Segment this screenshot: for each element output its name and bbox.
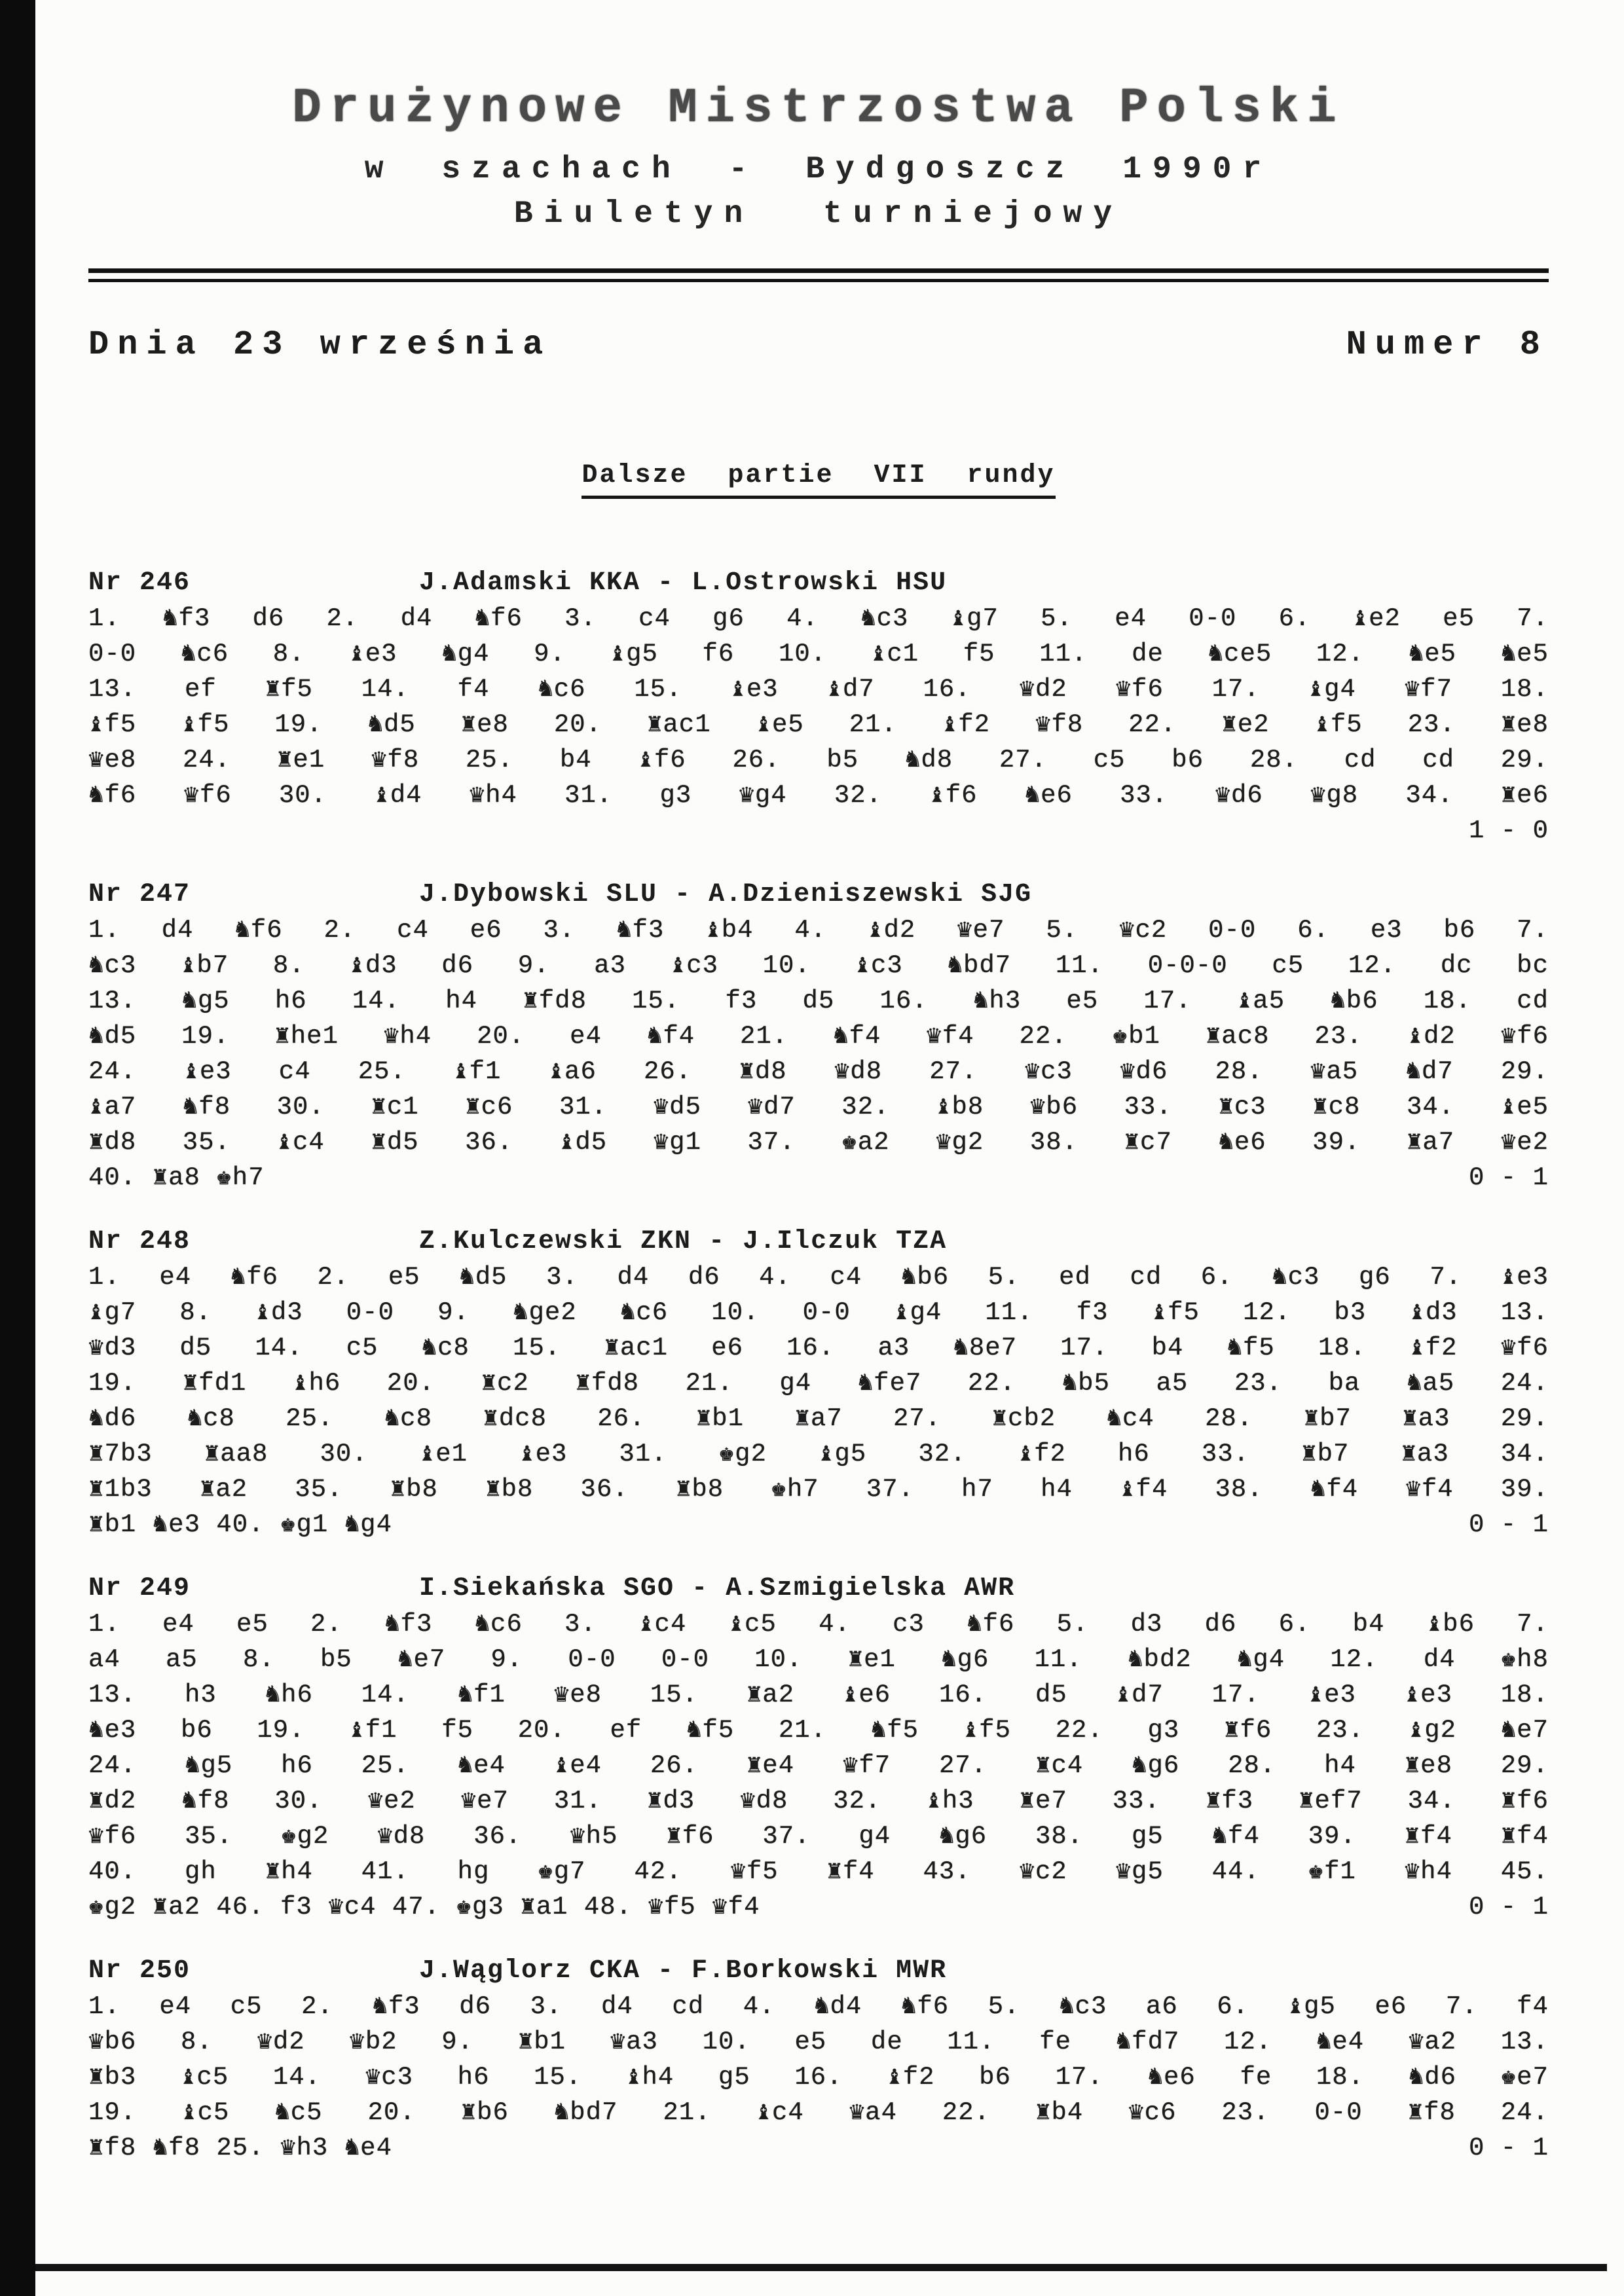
game-249: [88, 1571, 1549, 1925]
game-players: J.Dybowski SLU - A.Dzieniszewski SJG: [419, 879, 1033, 909]
page-content: [88, 0, 1549, 2166]
game-248: [88, 1224, 1549, 1542]
final-moves: 40. ♜a8 ♚h7: [88, 1163, 265, 1192]
game-header: [88, 566, 1549, 601]
moves-line: 13. ef ♜f5 14. f4 ♞c6 15. ♝e3 ♝d7 16. ♛d2 ♛f6 17. ♝g4 ♛f7 18.: [88, 674, 1549, 704]
game-result: 0 - 1: [1468, 1892, 1549, 1922]
game-number: Nr 250: [88, 1956, 191, 1986]
final-moves: ♜f8 ♞f8 25. ♛h3 ♞e4: [88, 2133, 392, 2162]
moves-line: ♞f6 ♛f6 30. ♝d4 ♛h4 31. g3 ♛g4 32. ♝f6 ♞e6 33. ♛d6 ♛g8 34. ♜e6: [88, 780, 1549, 810]
game-result: 0 - 1: [1468, 1510, 1549, 1539]
games-list: [88, 566, 1549, 2166]
moves-line: 19. ♜fd1 ♝h6 20. ♜c2 ♜fd8 21. g4 ♞fe7 22. ♞b5 a5 23. ba ♞a5 24.: [88, 1368, 1549, 1398]
final-line: [88, 2130, 1549, 2166]
game-number: Nr 249: [88, 1573, 191, 1603]
game-number: Nr 246: [88, 568, 191, 598]
bulletin-subtitle-type: Biuletyn turniejowy: [513, 196, 1124, 232]
game-result: 0 - 1: [1468, 1163, 1549, 1192]
moves-line: ♞c3 ♝b7 8. ♝d3 d6 9. a3 ♝c3 10. ♝c3 ♞bd7 11. 0-0-0 c5 12. dc bc: [88, 951, 1549, 980]
moves-line: 24. ♝e3 c4 25. ♝f1 ♝a6 26. ♜d8 ♛d8 27. ♛c3 ♛d6 28. ♛a5 ♞d7 29.: [88, 1057, 1549, 1086]
moves-line: ♜b3 ♝c5 14. ♛c3 h6 15. ♝h4 g5 16. ♝f2 b6 17. ♞e6 fe 18. ♞d6 ♚e7: [88, 2062, 1549, 2092]
moves-line: ♛d3 d5 14. c5 ♞c8 15. ♜ac1 e6 16. a3 ♞8e7 17. b4 ♞f5 18. ♝f2 ♛f6: [88, 1333, 1549, 1362]
game-number: Nr 247: [88, 879, 191, 909]
game-header: [88, 1224, 1549, 1260]
moves-line: ♜7b3 ♜aa8 30. ♝e1 ♝e3 31. ♚g2 ♝g5 32. ♝f2 h6 33. ♜b7 ♜a3 34.: [88, 1439, 1549, 1468]
moves-line: 1. d4 ♞f6 2. c4 e6 3. ♞f3 ♝b4 4. ♝d2 ♛e7 5. ♛c2 0-0 6. e3 b6 7.: [88, 915, 1549, 945]
final-moves: ♜b1 ♞e3 40. ♚g1 ♞g4: [88, 1510, 392, 1539]
moves-line: 1. ♞f3 d6 2. d4 ♞f6 3. c4 g6 4. ♞c3 ♝g7 5. e4 0-0 6. ♝e2 e5 7.: [88, 604, 1549, 633]
game-players: J.Adamski KKA - L.Ostrowski HSU: [419, 568, 948, 598]
scan-left-edge-artifact: [0, 0, 35, 2296]
game-players: J.Wąglorz CKA - F.Borkowski MWR: [419, 1956, 948, 1986]
masthead: [88, 81, 1549, 232]
moves-line: ♛f6 35. ♚g2 ♛d8 36. ♛h5 ♜f6 37. g4 ♞g6 38. g5 ♞f4 39. ♜f4 ♜f4: [88, 1821, 1549, 1851]
final-moves: ♚g2 ♜a2 46. f3 ♛c4 47. ♚g3 ♜a1 48. ♛f5 ♛f4: [88, 1892, 760, 1922]
game-246: [88, 566, 1549, 848]
bulletin-subtitle-location: w szachach - Bydgoszcz 1990r: [364, 151, 1273, 187]
moves-line: ♜1b3 ♜a2 35. ♜b8 ♜b8 36. ♜b8 ♚h7 37. h7 h4 ♝f4 38. ♞f4 ♛f4 39.: [88, 1474, 1549, 1504]
moves-line: 1. e4 c5 2. ♞f3 d6 3. d4 cd 4. ♞d4 ♞f6 5. ♞c3 a6 6. ♝g5 e6 7. f4: [88, 1992, 1549, 2021]
game-players: Z.Kulczewski ZKN - J.Ilczuk TZA: [419, 1226, 948, 1256]
moves-line: 1. e4 e5 2. ♞f3 ♞c6 3. ♝c4 ♝c5 4. c3 ♞f6 5. d3 d6 6. b4 ♝b6 7.: [88, 1609, 1549, 1639]
moves-line: ♜d8 35. ♝c4 ♜d5 36. ♝d5 ♛g1 37. ♚a2 ♛g2 38. ♜c7 ♞e6 39. ♜a7 ♛e2: [88, 1127, 1549, 1157]
game-players: I.Siekańska SGO - A.Szmigielska AWR: [419, 1573, 1016, 1603]
moves-line: a4 a5 8. b5 ♞e7 9. 0-0 0-0 10. ♜e1 ♞g6 11. ♞bd2 ♞g4 12. d4 ♚h8: [88, 1645, 1549, 1674]
moves-line: ♛e8 24. ♜e1 ♛f8 25. b4 ♝f6 26. b5 ♞d8 27. c5 b6 28. cd cd 29.: [88, 745, 1549, 774]
game-header: [88, 1571, 1549, 1607]
moves-line: 0-0 ♞c6 8. ♝e3 ♞g4 9. ♝g5 f6 10. ♝c1 f5 11. de ♞ce5 12. ♞e5 ♞e5: [88, 639, 1549, 668]
rule-bar-top: [88, 268, 1549, 273]
rule-bar-bottom: [88, 279, 1549, 282]
final-line: [88, 1507, 1549, 1542]
game-header: [88, 1954, 1549, 1989]
moves-line: 1. e4 ♞f6 2. e5 ♞d5 3. d4 d6 4. c4 ♞b6 5. ed cd 6. ♞c3 g6 7. ♝e3: [88, 1262, 1549, 1292]
scan-bottom-edge-artifact: [35, 2264, 1607, 2271]
section-heading: Dalsze partie VII rundy: [581, 461, 1055, 499]
moves-line: 19. ♝c5 ♞c5 20. ♜b6 ♞bd7 21. ♝c4 ♛a4 22. ♜b4 ♛c6 23. 0-0 ♜f8 24.: [88, 2098, 1549, 2127]
moves-line: ♜d2 ♞f8 30. ♛e2 ♛e7 31. ♜d3 ♛d8 32. ♝h3 ♜e7 33. ♜f3 ♜ef7 34. ♜f6: [88, 1786, 1549, 1815]
moves-line: ♝a7 ♞f8 30. ♜c1 ♜c6 31. ♛d5 ♛d7 32. ♝b8 ♛b6 33. ♜c3 ♜c8 34. ♝e5: [88, 1092, 1549, 1121]
game-number: Nr 248: [88, 1226, 191, 1256]
moves-line: 40. gh ♜h4 41. hg ♚g7 42. ♛f5 ♜f4 43. ♛c2 ♛g5 44. ♚f1 ♛h4 45.: [88, 1857, 1549, 1886]
moves-line: 24. ♞g5 h6 25. ♞e4 ♝e4 26. ♜e4 ♛f7 27. ♜c4 ♞g6 28. h4 ♜e8 29.: [88, 1751, 1549, 1780]
issue-info-row: [88, 325, 1549, 364]
moves-line: 13. ♞g5 h6 14. h4 ♜fd8 15. f3 d5 16. ♞h3 e5 17. ♝a5 ♞b6 18. cd: [88, 986, 1549, 1015]
game-result: 1 - 0: [1468, 816, 1549, 845]
game-result: 0 - 1: [1468, 2133, 1549, 2162]
game-247: [88, 877, 1549, 1195]
final-line: [88, 1889, 1549, 1925]
issue-number: Numer 8: [1346, 325, 1549, 364]
moves-line: ♞d6 ♞c8 25. ♞c8 ♜dc8 26. ♜b1 ♜a7 27. ♜cb2 ♞c4 28. ♜b7 ♜a3 29.: [88, 1404, 1549, 1433]
final-line: [88, 813, 1549, 848]
double-horizontal-rule: [88, 268, 1549, 282]
moves-line: ♝g7 8. ♝d3 0-0 9. ♞ge2 ♞c6 10. 0-0 ♝g4 11. f3 ♝f5 12. b3 ♝d3 13.: [88, 1298, 1549, 1327]
moves-line: ♞d5 19. ♜he1 ♛h4 20. e4 ♞f4 21. ♞f4 ♛f4 22. ♚b1 ♜ac8 23. ♝d2 ♛f6: [88, 1021, 1549, 1051]
game-250: [88, 1954, 1549, 2166]
issue-date: Dnia 23 września: [88, 325, 552, 364]
moves-line: ♞e3 b6 19. ♝f1 f5 20. ef ♞f5 21. ♞f5 ♝f5 22. g3 ♜f6 23. ♝g2 ♞e7: [88, 1715, 1549, 1745]
moves-line: ♛b6 8. ♛d2 ♛b2 9. ♜b1 ♛a3 10. e5 de 11. fe ♞fd7 12. ♞e4 ♛a2 13.: [88, 2027, 1549, 2056]
moves-line: ♝f5 ♝f5 19. ♞d5 ♜e8 20. ♜ac1 ♝e5 21. ♝f2 ♛f8 22. ♜e2 ♝f5 23. ♜e8: [88, 710, 1549, 739]
moves-line: 13. h3 ♞h6 14. ♞f1 ♛e8 15. ♜a2 ♝e6 16. d5 ♝d7 17. ♝e3 ♝e3 18.: [88, 1680, 1549, 1709]
bulletin-title: Drużynowe Mistrzostwa Polski: [292, 81, 1345, 136]
section-heading-wrap: [88, 461, 1549, 499]
final-line: [88, 1160, 1549, 1195]
game-header: [88, 877, 1549, 913]
